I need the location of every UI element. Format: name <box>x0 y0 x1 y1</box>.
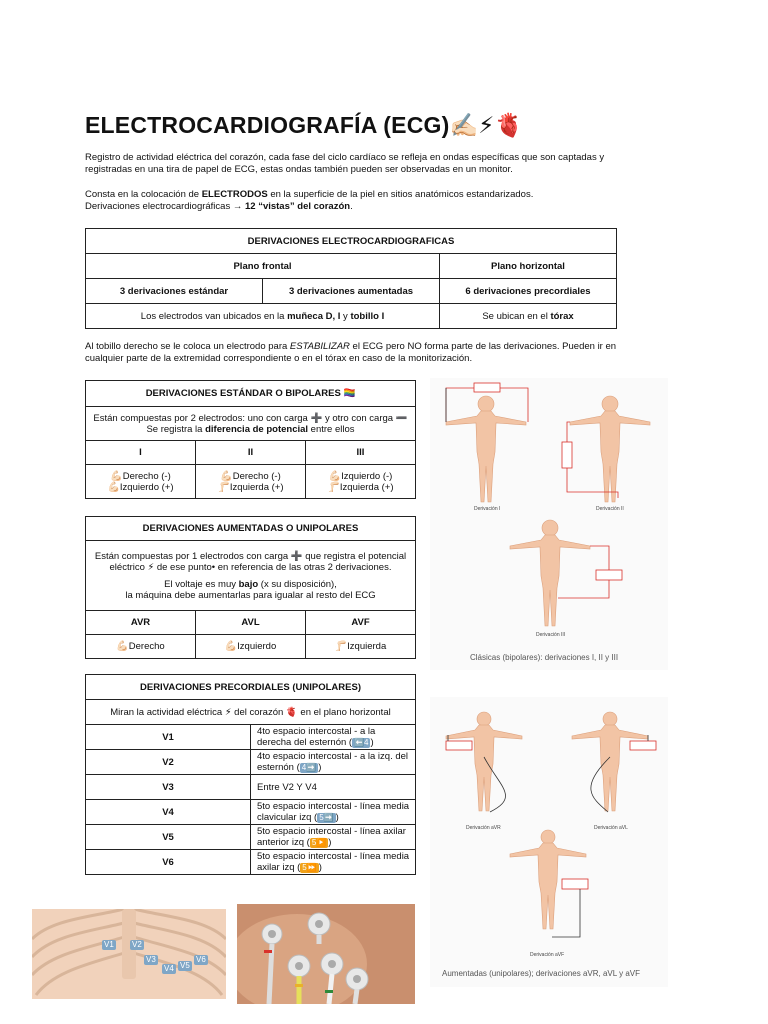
lead-v1-desc <box>251 725 416 750</box>
lead-v6-desc <box>251 850 416 875</box>
overview-header: DERIVACIONES ELECTROCARDIOGRAFICAS <box>86 229 617 254</box>
augmented-desc3: El voltaje es muy <box>164 578 239 590</box>
chest-label-v1: V1 <box>104 940 114 949</box>
bipolar-leads-figure <box>430 378 668 670</box>
bipolar-desc <box>86 407 416 441</box>
lead-v1-close: ) <box>370 737 374 748</box>
flexed-arm-icon: 💪🏻 <box>220 470 233 482</box>
precordial-desc-text: Miran la actividad eléctrica <box>110 706 225 718</box>
lead-avf-label: AVF <box>306 611 416 635</box>
lead-v2-text: 4to espacio intercostal - a la izq. del esternón ( <box>257 751 409 773</box>
plus-icon: ➕ <box>310 412 323 424</box>
lead-I-cell <box>86 465 196 499</box>
augmented-desc1-post: que registra el potencial <box>302 550 407 562</box>
lead-avf-value: Izquierda <box>347 641 387 652</box>
lead-v2-desc <box>251 750 416 775</box>
augmented-header: DERIVACIONES AUMENTADAS O UNIPOLARES <box>86 517 416 541</box>
chest-label-v3: V3 <box>146 955 156 964</box>
intro-text: Registro de actividad eléctrica del corazón, cada fase del ciclo cardíaco se refleja en ondas específicas que son captadas y registradas en una tira de papel de ECG, estas ondas también pueden ser observadas en un monitor. <box>85 152 605 175</box>
augmented-leads-cell: 3 derivaciones aumentadas <box>263 279 440 304</box>
table-row <box>86 775 416 800</box>
title-text: ELECTROCARDIOGRAFÍA (ECG) <box>85 112 450 138</box>
lead-v6-close: ) <box>318 862 322 873</box>
leg-icon: 🦵🏻 <box>217 481 230 493</box>
augmented-desc2: eléctrico <box>109 561 148 573</box>
electrode-photo <box>237 904 415 1004</box>
rainbow-flag-icon: 🏳️‍🌈 <box>343 388 356 399</box>
right-arrow-key-icon: 4➡️ <box>301 763 317 772</box>
electrodes-text-post: en la superficie de la piel en sitios anatómicos estandarizados. <box>267 189 534 200</box>
heart-icon: 🫀 <box>285 706 298 718</box>
flexed-arm-icon: 💪🏻 <box>107 481 120 493</box>
precordial-desc-post: en el plano horizontal <box>297 706 391 718</box>
flexed-arm-icon: 💪🏻 <box>224 641 238 652</box>
lead-avl-label: AVL <box>196 611 306 635</box>
lead-v4-desc <box>251 800 416 825</box>
ankle-note <box>85 341 625 365</box>
augmented-desc4: la máquina debe aumentarlas para igualar al resto del ECG <box>125 589 376 601</box>
page-title <box>85 112 524 139</box>
table-row <box>86 750 416 775</box>
plus-icon: ➕ <box>290 550 303 562</box>
lead-v6-label: V6 <box>86 850 251 875</box>
lightning-icon: ⚡ <box>224 706 232 718</box>
lead-avf-cell <box>306 635 416 659</box>
frontal-location-mid: y <box>340 310 351 322</box>
lead-v5-text: 5to espacio intercostal - línea axilar anterior izq ( <box>257 826 406 848</box>
lead-avr-label: AVR <box>86 611 196 635</box>
frontal-location-bold2: tobillo I <box>350 310 385 322</box>
lead-III-cell <box>306 465 416 499</box>
minus-icon: ➖ <box>395 412 408 424</box>
horizontal-location-bold: tórax <box>550 310 574 322</box>
augmented-desc3-bold: bajo <box>238 578 259 590</box>
bipolar-header <box>86 381 416 407</box>
bipolar-header-text: DERIVACIONES ESTÁNDAR O BIPOLARES <box>145 388 341 399</box>
augmented-leads-figure <box>430 697 668 987</box>
frontal-location-bold1: muñeca D, I <box>287 310 341 322</box>
fast-forward-key-icon: 5⏩ <box>302 863 317 872</box>
title-emoji: ✍🏻⚡🫀 <box>449 112 524 138</box>
table-row <box>86 800 416 825</box>
rib-cage-illustration <box>32 909 226 999</box>
right-arrow-key-icon: 5➡️ <box>319 813 334 822</box>
chest-label-v5: V5 <box>180 961 190 970</box>
lead-III-label: III <box>306 441 416 465</box>
bipolar-figure-caption: Clásicas (bipolares): derivaciones I, II y III <box>470 653 619 662</box>
electrode-photo-illustration <box>237 904 415 1004</box>
augmented-desc2-post: de ese punto• en referencia de las otras 2 derivaciones. <box>154 561 392 573</box>
frontal-plane-cell: Plano frontal <box>86 254 440 279</box>
flexed-arm-icon: 💪🏻 <box>110 470 123 482</box>
derivation-avr-label: Derivación aVR <box>466 825 501 831</box>
derivations-text: Derivaciones electrocardiográficas → <box>85 201 245 212</box>
lead-avl-cell <box>196 635 306 659</box>
derivations-dot: . <box>350 201 353 212</box>
electrodes-text: Consta en la colocación de <box>85 189 202 200</box>
chest-label-v4: V4 <box>164 964 174 973</box>
chest-label-v2: V2 <box>132 940 142 949</box>
table-row <box>86 725 416 750</box>
lead-avr-value: Derecho <box>128 641 165 652</box>
lead-v3-label: V3 <box>86 775 251 800</box>
derivations-bold: 12 “vistas” del corazón <box>244 201 351 212</box>
precordial-table <box>85 674 416 875</box>
lead-v2-label: V2 <box>86 750 251 775</box>
lead-I-label: I <box>86 441 196 465</box>
intro-paragraph <box>85 152 625 176</box>
bipolar-desc2-bold: diferencia de potencial <box>205 423 309 435</box>
ankle-note-italic: ESTABILIZAR <box>289 341 350 352</box>
derivation-III-label: Derivación III <box>536 632 566 638</box>
lead-I-l1: Derecho (-) <box>122 470 171 482</box>
table-row <box>86 825 416 850</box>
electrodes-bold: ELECTRODOS <box>201 189 268 200</box>
lead-avl-value: Izquierdo <box>237 641 277 652</box>
lead-v6-text: 5to espacio intercostal - línea media axilar izq ( <box>257 851 410 873</box>
horizontal-location-cell <box>440 304 617 329</box>
lead-v4-text: 5to espacio intercostal - línea media clavicular izq ( <box>257 801 410 823</box>
lead-III-l1: Izquierdo (-) <box>341 470 393 482</box>
lead-III-l2: Izquierda (+) <box>339 481 394 493</box>
horizontal-plane-cell: Plano horizontal <box>440 254 617 279</box>
lead-II-label: II <box>196 441 306 465</box>
bipolar-desc1: Están compuestas por 2 electrodos: uno con carga <box>93 412 311 424</box>
lead-v4-close: ) <box>335 812 339 823</box>
lead-v3-text: Entre V2 Y V4 <box>257 781 317 793</box>
leg-icon: 🦵🏻 <box>334 641 348 652</box>
augmented-desc3-post: (x su disposición), <box>258 578 337 590</box>
lead-v5-close: ) <box>328 837 332 848</box>
bipolar-desc1-mid: y otro con carga <box>322 412 396 424</box>
play-key-icon: 5▶️ <box>311 838 327 847</box>
augmented-desc <box>86 541 416 611</box>
lead-v4-label: V4 <box>86 800 251 825</box>
flexed-arm-icon: 💪🏻 <box>328 470 342 482</box>
left-arrow-key-icon: ⬅️4 <box>354 738 369 747</box>
lead-v1-label: V1 <box>86 725 251 750</box>
overview-table <box>85 228 617 329</box>
chest-label-v6: V6 <box>196 955 206 964</box>
lead-avr-cell <box>86 635 196 659</box>
precordial-desc <box>86 700 416 725</box>
derivation-avf-label: Derivación aVF <box>530 952 565 958</box>
lead-v3-desc <box>251 775 416 800</box>
flexed-arm-icon: 💪🏻 <box>116 641 129 652</box>
lightning-icon: ⚡ <box>147 561 155 573</box>
lead-II-l2: Izquierda (+) <box>229 481 284 493</box>
ankle-note-text: Al tobillo derecho se le coloca un electrodo para <box>85 341 290 352</box>
derivation-avl-label: Derivación aVL <box>594 825 628 831</box>
augmented-figure-caption: Aumentadas (unipolares); derivaciones aVR, aVL y aVF <box>442 969 641 978</box>
lead-II-cell <box>196 465 306 499</box>
derivation-I-label: Derivación I <box>474 506 501 512</box>
lead-v5-desc <box>251 825 416 850</box>
lead-I-l2: Izquierdo (+) <box>119 481 174 493</box>
augmented-desc1: Están compuestas por 1 electrodos con carga <box>94 550 291 562</box>
lead-v1-text: 4to espacio intercostal - a la derecha del esternón ( <box>257 726 376 748</box>
frontal-location-cell <box>86 304 440 329</box>
table-row <box>86 850 416 875</box>
bipolar-leads-illustration <box>430 378 668 670</box>
ankle-note-text-post: el ECG pero NO forma parte de las derivaciones. Pueden ir en cualquier parte de la extremidad correspondiente o en el tórax en caso de la monitorización. <box>85 341 617 364</box>
lead-II-l1: Derecho (-) <box>232 470 281 482</box>
chest-electrode-diagram <box>32 909 226 999</box>
bipolar-table <box>85 380 416 499</box>
lead-v5-label: V5 <box>86 825 251 850</box>
precordial-leads-cell: 6 derivaciones precordiales <box>440 279 617 304</box>
augmented-leads-illustration <box>430 697 668 987</box>
lead-v2-close: ) <box>318 762 322 773</box>
electrodes-paragraph <box>85 189 625 213</box>
frontal-location-text: Los electrodos van ubicados en la <box>140 310 288 322</box>
augmented-table <box>85 516 416 659</box>
derivation-II-label: Derivación II <box>596 506 624 512</box>
horizontal-location-text: Se ubican en el <box>482 310 551 322</box>
leg-icon: 🦵🏻 <box>327 481 340 493</box>
precordial-header: DERIVACIONES PRECORDIALES (UNIPOLARES) <box>86 675 416 700</box>
bipolar-desc2-post: entre ellos <box>308 423 355 435</box>
precordial-desc-mid: del corazón <box>231 706 286 718</box>
bipolar-desc2: Se registra la <box>146 423 206 435</box>
standard-leads-cell: 3 derivaciones estándar <box>86 279 263 304</box>
